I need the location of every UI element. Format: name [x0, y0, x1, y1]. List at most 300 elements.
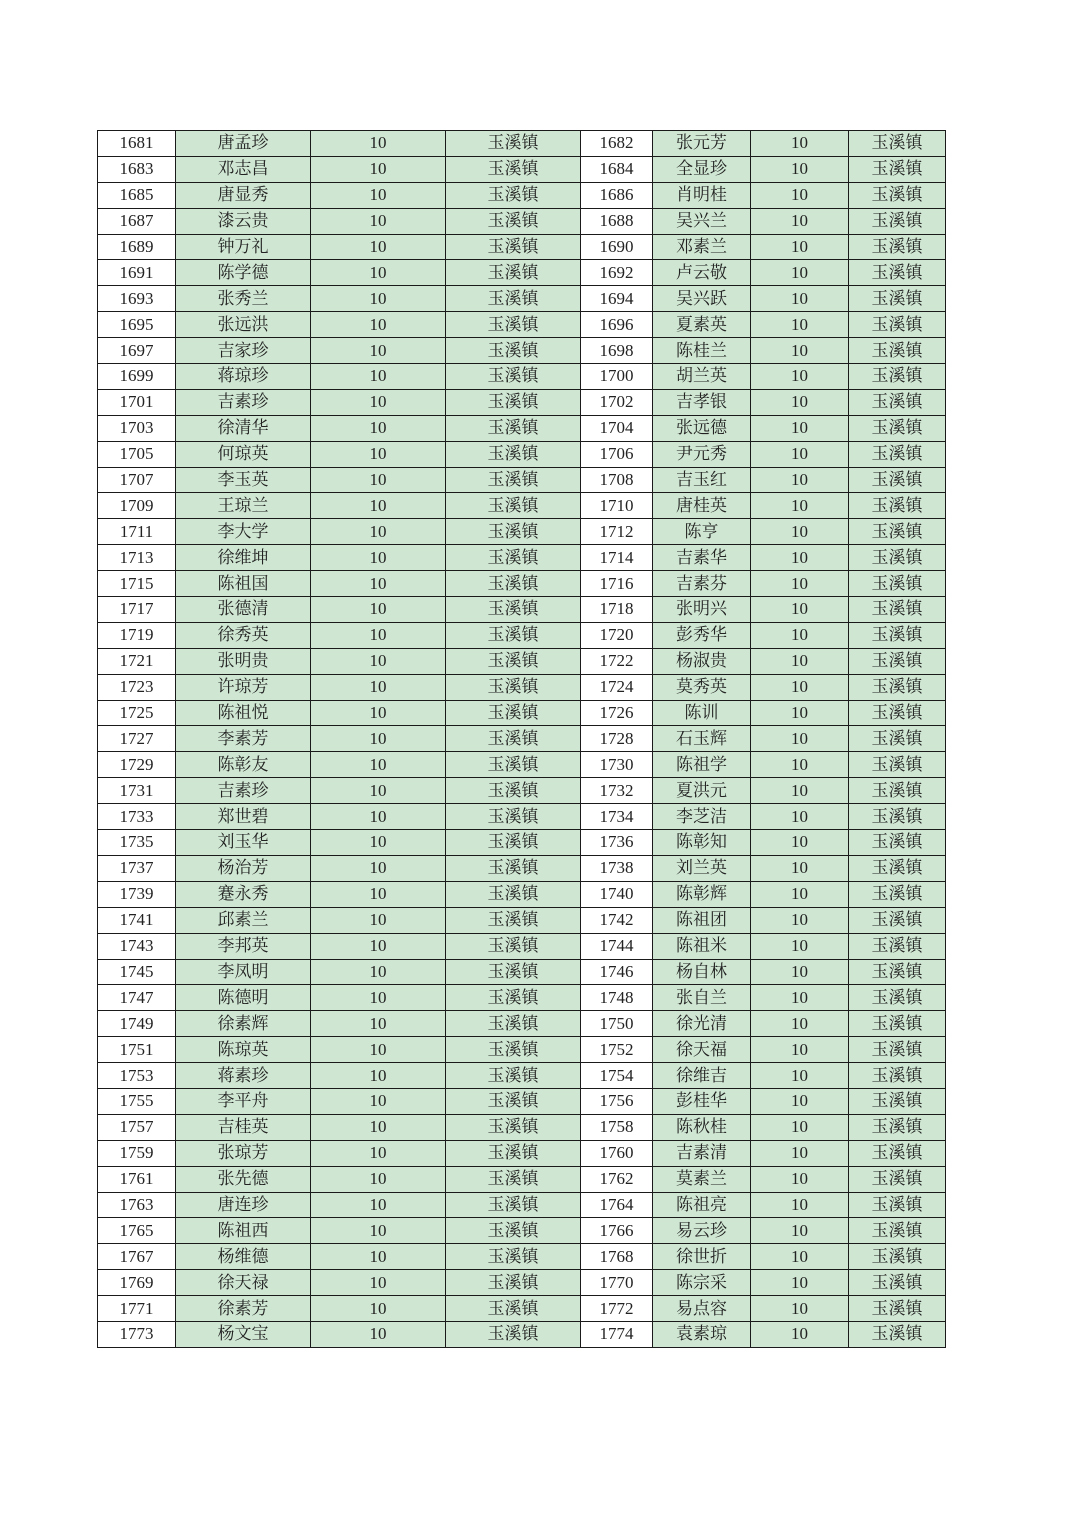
row-number-cell: 1685 [98, 182, 176, 208]
amount-cell: 10 [751, 830, 849, 856]
amount-cell: 10 [311, 1088, 446, 1114]
person-name-cell: 陈祖西 [176, 1218, 311, 1244]
town-cell: 玉溪镇 [849, 1218, 946, 1244]
amount-cell: 10 [751, 415, 849, 441]
person-name-cell: 何琼英 [176, 441, 311, 467]
row-number-cell: 1687 [98, 208, 176, 234]
row-number-cell: 1683 [98, 156, 176, 182]
amount-cell: 10 [311, 312, 446, 338]
person-name-cell: 袁素琼 [653, 1321, 751, 1347]
amount-cell: 10 [751, 881, 849, 907]
row-number-cell: 1697 [98, 338, 176, 364]
row-number-cell: 1764 [581, 1192, 653, 1218]
amount-cell: 10 [751, 1244, 849, 1270]
town-cell: 玉溪镇 [446, 985, 581, 1011]
table-row [98, 156, 946, 182]
table-row [98, 933, 946, 959]
person-name-cell: 徐清华 [176, 415, 311, 441]
person-name-cell: 张远洪 [176, 312, 311, 338]
amount-cell: 10 [751, 1218, 849, 1244]
person-name-cell: 张秀兰 [176, 286, 311, 312]
row-number-cell: 1709 [98, 493, 176, 519]
row-number-cell: 1695 [98, 312, 176, 338]
town-cell: 玉溪镇 [849, 467, 946, 493]
roster-table [97, 130, 946, 1348]
person-name-cell: 徐世折 [653, 1244, 751, 1270]
amount-cell: 10 [311, 441, 446, 467]
person-name-cell: 邓志昌 [176, 156, 311, 182]
town-cell: 玉溪镇 [849, 1192, 946, 1218]
town-cell: 玉溪镇 [849, 830, 946, 856]
table-row [98, 234, 946, 260]
row-number-cell: 1772 [581, 1296, 653, 1322]
table-row [98, 208, 946, 234]
town-cell: 玉溪镇 [849, 1088, 946, 1114]
person-name-cell: 陈宗采 [653, 1270, 751, 1296]
amount-cell: 10 [311, 1296, 446, 1322]
town-cell: 玉溪镇 [446, 933, 581, 959]
person-name-cell: 李邦英 [176, 933, 311, 959]
person-name-cell: 张元芳 [653, 131, 751, 157]
amount-cell: 10 [311, 985, 446, 1011]
amount-cell: 10 [751, 493, 849, 519]
amount-cell: 10 [751, 622, 849, 648]
table-row [98, 441, 946, 467]
table-row [98, 519, 946, 545]
person-name-cell: 陈学德 [176, 260, 311, 286]
amount-cell: 10 [751, 1011, 849, 1037]
person-name-cell: 杨维德 [176, 1244, 311, 1270]
row-number-cell: 1701 [98, 389, 176, 415]
town-cell: 玉溪镇 [446, 545, 581, 571]
table-row [98, 1244, 946, 1270]
row-number-cell: 1705 [98, 441, 176, 467]
row-number-cell: 1750 [581, 1011, 653, 1037]
table-row [98, 389, 946, 415]
amount-cell: 10 [751, 1192, 849, 1218]
amount-cell: 10 [311, 1244, 446, 1270]
row-number-cell: 1734 [581, 804, 653, 830]
amount-cell: 10 [751, 545, 849, 571]
row-number-cell: 1770 [581, 1270, 653, 1296]
table-row [98, 959, 946, 985]
person-name-cell: 吉桂英 [176, 1114, 311, 1140]
amount-cell: 10 [751, 1140, 849, 1166]
amount-cell: 10 [311, 286, 446, 312]
town-cell: 玉溪镇 [446, 493, 581, 519]
person-name-cell: 陈秋桂 [653, 1114, 751, 1140]
amount-cell: 10 [311, 907, 446, 933]
town-cell: 玉溪镇 [446, 519, 581, 545]
person-name-cell: 李素芳 [176, 726, 311, 752]
amount-cell: 10 [311, 234, 446, 260]
town-cell: 玉溪镇 [446, 208, 581, 234]
town-cell: 玉溪镇 [446, 415, 581, 441]
table-row [98, 1218, 946, 1244]
row-number-cell: 1698 [581, 338, 653, 364]
person-name-cell: 李芝洁 [653, 804, 751, 830]
town-cell: 玉溪镇 [849, 1063, 946, 1089]
amount-cell: 10 [751, 1114, 849, 1140]
amount-cell: 10 [311, 648, 446, 674]
row-number-cell: 1769 [98, 1270, 176, 1296]
town-cell: 玉溪镇 [446, 622, 581, 648]
town-cell: 玉溪镇 [849, 389, 946, 415]
town-cell: 玉溪镇 [446, 1166, 581, 1192]
row-number-cell: 1684 [581, 156, 653, 182]
person-name-cell: 全显珍 [653, 156, 751, 182]
town-cell: 玉溪镇 [849, 1296, 946, 1322]
table-row [98, 312, 946, 338]
person-name-cell: 吉素珍 [176, 778, 311, 804]
table-row [98, 493, 946, 519]
amount-cell: 10 [751, 338, 849, 364]
town-cell: 玉溪镇 [849, 597, 946, 623]
person-name-cell: 陈祖团 [653, 907, 751, 933]
table-row [98, 467, 946, 493]
town-cell: 玉溪镇 [446, 571, 581, 597]
amount-cell: 10 [751, 467, 849, 493]
amount-cell: 10 [751, 1166, 849, 1192]
table-row [98, 804, 946, 830]
row-number-cell: 1774 [581, 1321, 653, 1347]
row-number-cell: 1737 [98, 855, 176, 881]
row-number-cell: 1773 [98, 1321, 176, 1347]
person-name-cell: 陈祖悦 [176, 700, 311, 726]
person-name-cell: 杨淑贵 [653, 648, 751, 674]
amount-cell: 10 [311, 726, 446, 752]
town-cell: 玉溪镇 [446, 752, 581, 778]
row-number-cell: 1749 [98, 1011, 176, 1037]
amount-cell: 10 [751, 156, 849, 182]
amount-cell: 10 [311, 1037, 446, 1063]
town-cell: 玉溪镇 [446, 286, 581, 312]
table-row [98, 597, 946, 623]
amount-cell: 10 [751, 1296, 849, 1322]
row-number-cell: 1708 [581, 467, 653, 493]
town-cell: 玉溪镇 [849, 1114, 946, 1140]
amount-cell: 10 [311, 156, 446, 182]
row-number-cell: 1688 [581, 208, 653, 234]
row-number-cell: 1748 [581, 985, 653, 1011]
town-cell: 玉溪镇 [446, 674, 581, 700]
amount-cell: 10 [751, 804, 849, 830]
row-number-cell: 1707 [98, 467, 176, 493]
person-name-cell: 陈祖国 [176, 571, 311, 597]
person-name-cell: 陈桂兰 [653, 338, 751, 364]
person-name-cell: 夏素英 [653, 312, 751, 338]
town-cell: 玉溪镇 [849, 260, 946, 286]
person-name-cell: 陈训 [653, 700, 751, 726]
amount-cell: 10 [751, 1088, 849, 1114]
town-cell: 玉溪镇 [446, 907, 581, 933]
person-name-cell: 陈祖亮 [653, 1192, 751, 1218]
row-number-cell: 1739 [98, 881, 176, 907]
town-cell: 玉溪镇 [849, 156, 946, 182]
amount-cell: 10 [751, 364, 849, 390]
table-row [98, 1270, 946, 1296]
table-row [98, 622, 946, 648]
row-number-cell: 1727 [98, 726, 176, 752]
town-cell: 玉溪镇 [849, 1244, 946, 1270]
row-number-cell: 1768 [581, 1244, 653, 1270]
table-row [98, 1011, 946, 1037]
row-number-cell: 1735 [98, 830, 176, 856]
town-cell: 玉溪镇 [446, 389, 581, 415]
town-cell: 玉溪镇 [849, 519, 946, 545]
table-row [98, 985, 946, 1011]
town-cell: 玉溪镇 [849, 338, 946, 364]
row-number-cell: 1699 [98, 364, 176, 390]
table-row [98, 855, 946, 881]
amount-cell: 10 [311, 674, 446, 700]
person-name-cell: 石玉辉 [653, 726, 751, 752]
town-cell: 玉溪镇 [849, 881, 946, 907]
amount-cell: 10 [311, 700, 446, 726]
row-number-cell: 1713 [98, 545, 176, 571]
row-number-cell: 1690 [581, 234, 653, 260]
row-number-cell: 1718 [581, 597, 653, 623]
town-cell: 玉溪镇 [446, 364, 581, 390]
amount-cell: 10 [311, 622, 446, 648]
town-cell: 玉溪镇 [446, 855, 581, 881]
town-cell: 玉溪镇 [849, 855, 946, 881]
amount-cell: 10 [751, 182, 849, 208]
person-name-cell: 李大学 [176, 519, 311, 545]
amount-cell: 10 [311, 1192, 446, 1218]
person-name-cell: 邓素兰 [653, 234, 751, 260]
amount-cell: 10 [311, 778, 446, 804]
person-name-cell: 徐天福 [653, 1037, 751, 1063]
town-cell: 玉溪镇 [849, 959, 946, 985]
row-number-cell: 1692 [581, 260, 653, 286]
person-name-cell: 张德清 [176, 597, 311, 623]
row-number-cell: 1733 [98, 804, 176, 830]
person-name-cell: 吉家珍 [176, 338, 311, 364]
town-cell: 玉溪镇 [849, 571, 946, 597]
amount-cell: 10 [311, 855, 446, 881]
person-name-cell: 吉素珍 [176, 389, 311, 415]
person-name-cell: 彭秀华 [653, 622, 751, 648]
town-cell: 玉溪镇 [849, 933, 946, 959]
amount-cell: 10 [311, 467, 446, 493]
row-number-cell: 1686 [581, 182, 653, 208]
person-name-cell: 徐维吉 [653, 1063, 751, 1089]
person-name-cell: 莫秀英 [653, 674, 751, 700]
person-name-cell: 胡兰英 [653, 364, 751, 390]
town-cell: 玉溪镇 [446, 726, 581, 752]
table-row [98, 700, 946, 726]
amount-cell: 10 [311, 1270, 446, 1296]
row-number-cell: 1725 [98, 700, 176, 726]
row-number-cell: 1755 [98, 1088, 176, 1114]
town-cell: 玉溪镇 [849, 700, 946, 726]
amount-cell: 10 [751, 389, 849, 415]
amount-cell: 10 [311, 959, 446, 985]
person-name-cell: 漆云贵 [176, 208, 311, 234]
town-cell: 玉溪镇 [849, 907, 946, 933]
person-name-cell: 陈祖米 [653, 933, 751, 959]
amount-cell: 10 [311, 752, 446, 778]
amount-cell: 10 [311, 493, 446, 519]
amount-cell: 10 [751, 933, 849, 959]
row-number-cell: 1706 [581, 441, 653, 467]
town-cell: 玉溪镇 [446, 597, 581, 623]
person-name-cell: 杨自林 [653, 959, 751, 985]
town-cell: 玉溪镇 [446, 830, 581, 856]
town-cell: 玉溪镇 [446, 182, 581, 208]
town-cell: 玉溪镇 [849, 441, 946, 467]
town-cell: 玉溪镇 [446, 1063, 581, 1089]
person-name-cell: 蹇永秀 [176, 881, 311, 907]
person-name-cell: 彭桂华 [653, 1088, 751, 1114]
amount-cell: 10 [311, 389, 446, 415]
town-cell: 玉溪镇 [849, 1270, 946, 1296]
town-cell: 玉溪镇 [446, 260, 581, 286]
row-number-cell: 1732 [581, 778, 653, 804]
row-number-cell: 1702 [581, 389, 653, 415]
person-name-cell: 张先德 [176, 1166, 311, 1192]
amount-cell: 10 [311, 208, 446, 234]
row-number-cell: 1710 [581, 493, 653, 519]
amount-cell: 10 [311, 881, 446, 907]
amount-cell: 10 [751, 1270, 849, 1296]
row-number-cell: 1747 [98, 985, 176, 1011]
town-cell: 玉溪镇 [446, 804, 581, 830]
town-cell: 玉溪镇 [849, 415, 946, 441]
table-row [98, 830, 946, 856]
person-name-cell: 张琼芳 [176, 1140, 311, 1166]
table-row [98, 907, 946, 933]
amount-cell: 10 [751, 571, 849, 597]
amount-cell: 10 [311, 415, 446, 441]
table-row [98, 1088, 946, 1114]
person-name-cell: 吴兴兰 [653, 208, 751, 234]
amount-cell: 10 [751, 1321, 849, 1347]
amount-cell: 10 [311, 131, 446, 157]
person-name-cell: 李凤明 [176, 959, 311, 985]
table-row [98, 1140, 946, 1166]
row-number-cell: 1694 [581, 286, 653, 312]
row-number-cell: 1761 [98, 1166, 176, 1192]
amount-cell: 10 [751, 260, 849, 286]
town-cell: 玉溪镇 [849, 234, 946, 260]
table-row [98, 182, 946, 208]
amount-cell: 10 [751, 441, 849, 467]
row-number-cell: 1754 [581, 1063, 653, 1089]
town-cell: 玉溪镇 [446, 467, 581, 493]
town-cell: 玉溪镇 [849, 752, 946, 778]
row-number-cell: 1759 [98, 1140, 176, 1166]
town-cell: 玉溪镇 [849, 778, 946, 804]
row-number-cell: 1712 [581, 519, 653, 545]
person-name-cell: 夏洪元 [653, 778, 751, 804]
table-row [98, 1037, 946, 1063]
amount-cell: 10 [311, 1218, 446, 1244]
row-number-cell: 1716 [581, 571, 653, 597]
person-name-cell: 李平舟 [176, 1088, 311, 1114]
person-name-cell: 徐光清 [653, 1011, 751, 1037]
row-number-cell: 1691 [98, 260, 176, 286]
town-cell: 玉溪镇 [849, 493, 946, 519]
town-cell: 玉溪镇 [446, 1296, 581, 1322]
person-name-cell: 唐连珍 [176, 1192, 311, 1218]
town-cell: 玉溪镇 [446, 156, 581, 182]
amount-cell: 10 [311, 1321, 446, 1347]
person-name-cell: 郑世碧 [176, 804, 311, 830]
amount-cell: 10 [311, 519, 446, 545]
table-row [98, 1114, 946, 1140]
row-number-cell: 1720 [581, 622, 653, 648]
amount-cell: 10 [751, 1037, 849, 1063]
person-name-cell: 王琼兰 [176, 493, 311, 519]
town-cell: 玉溪镇 [446, 131, 581, 157]
row-number-cell: 1742 [581, 907, 653, 933]
person-name-cell: 唐桂英 [653, 493, 751, 519]
row-number-cell: 1703 [98, 415, 176, 441]
table-row [98, 286, 946, 312]
row-number-cell: 1717 [98, 597, 176, 623]
town-cell: 玉溪镇 [446, 312, 581, 338]
row-number-cell: 1758 [581, 1114, 653, 1140]
person-name-cell: 易点容 [653, 1296, 751, 1322]
table-body [98, 131, 946, 1348]
row-number-cell: 1753 [98, 1063, 176, 1089]
person-name-cell: 唐孟珍 [176, 131, 311, 157]
amount-cell: 10 [311, 182, 446, 208]
person-name-cell: 莫素兰 [653, 1166, 751, 1192]
town-cell: 玉溪镇 [849, 131, 946, 157]
person-name-cell: 陈德明 [176, 985, 311, 1011]
person-name-cell: 蒋素珍 [176, 1063, 311, 1089]
row-number-cell: 1730 [581, 752, 653, 778]
row-number-cell: 1681 [98, 131, 176, 157]
amount-cell: 10 [311, 1166, 446, 1192]
row-number-cell: 1721 [98, 648, 176, 674]
person-name-cell: 陈祖学 [653, 752, 751, 778]
row-number-cell: 1696 [581, 312, 653, 338]
person-name-cell: 吉素芬 [653, 571, 751, 597]
amount-cell: 10 [751, 648, 849, 674]
table-row [98, 338, 946, 364]
row-number-cell: 1714 [581, 545, 653, 571]
row-number-cell: 1728 [581, 726, 653, 752]
table-row [98, 881, 946, 907]
town-cell: 玉溪镇 [446, 234, 581, 260]
amount-cell: 10 [751, 778, 849, 804]
row-number-cell: 1738 [581, 855, 653, 881]
row-number-cell: 1746 [581, 959, 653, 985]
person-name-cell: 邱素兰 [176, 907, 311, 933]
town-cell: 玉溪镇 [446, 881, 581, 907]
row-number-cell: 1771 [98, 1296, 176, 1322]
amount-cell: 10 [751, 519, 849, 545]
town-cell: 玉溪镇 [849, 726, 946, 752]
amount-cell: 10 [311, 1114, 446, 1140]
table-row [98, 571, 946, 597]
person-name-cell: 徐素辉 [176, 1011, 311, 1037]
row-number-cell: 1745 [98, 959, 176, 985]
person-name-cell: 杨文宝 [176, 1321, 311, 1347]
person-name-cell: 张明贵 [176, 648, 311, 674]
amount-cell: 10 [751, 855, 849, 881]
amount-cell: 10 [311, 260, 446, 286]
table-row [98, 415, 946, 441]
row-number-cell: 1689 [98, 234, 176, 260]
town-cell: 玉溪镇 [446, 441, 581, 467]
person-name-cell: 陈彰知 [653, 830, 751, 856]
person-name-cell: 徐天禄 [176, 1270, 311, 1296]
